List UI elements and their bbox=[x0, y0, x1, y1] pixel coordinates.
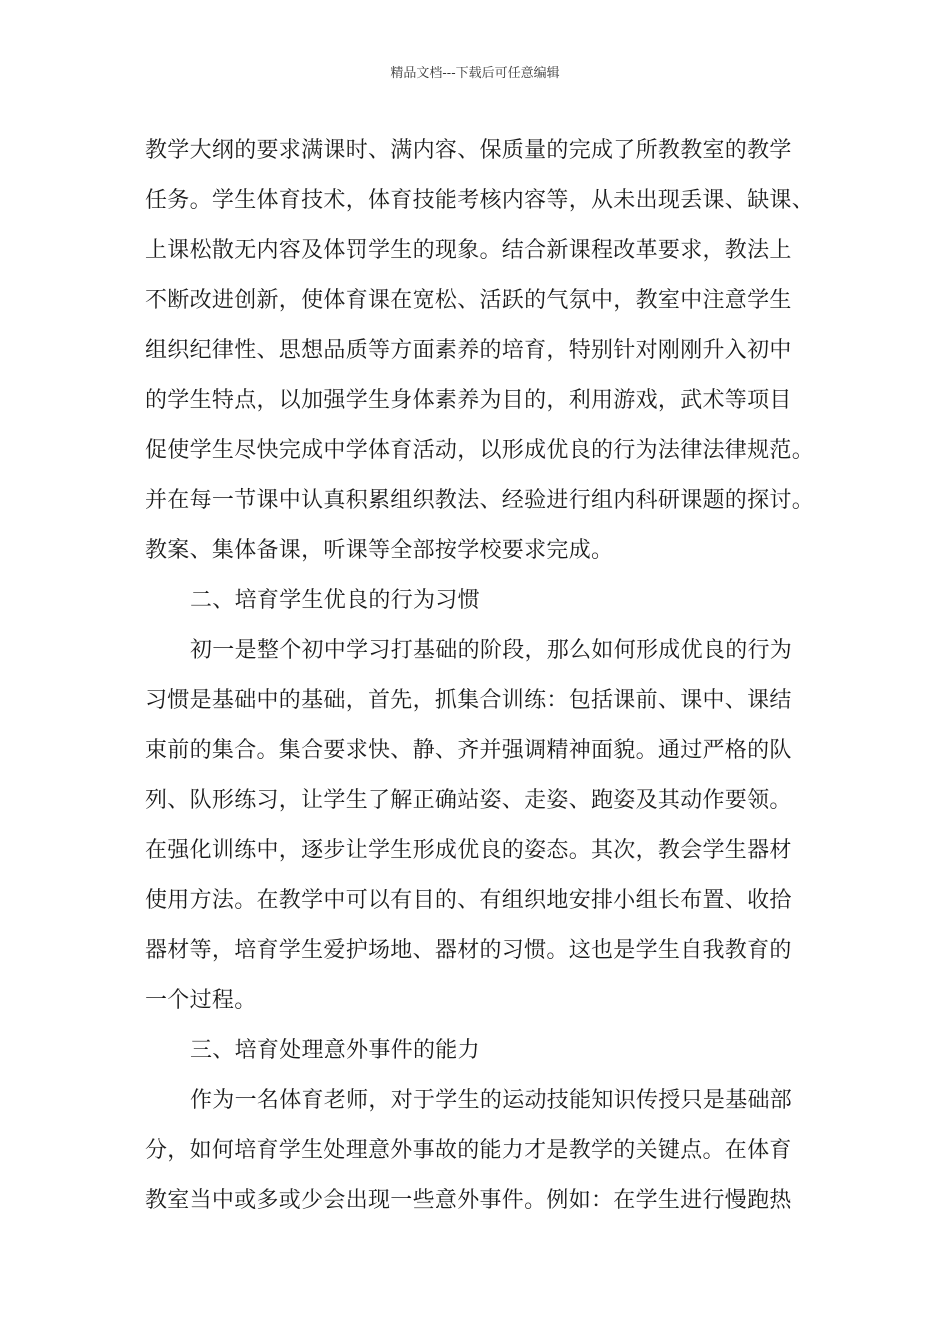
body-line: 器材等，培育学生爱护场地、器材的习惯。这也是学生自我教育的 bbox=[145, 938, 792, 963]
body-line: 初一是整个初中学习打基础的阶段，那么如何形成优良的行为 bbox=[190, 638, 793, 663]
body-line: 作为一名体育老师，对于学生的运动技能知识传授只是基础部 bbox=[190, 1088, 793, 1113]
body-line: 一个过程。 bbox=[145, 988, 257, 1013]
body-line: 上课松散无内容及体罚学生的现象。结合新课程改革要求，教法上 bbox=[145, 238, 792, 263]
body-line: 促使学生尽快完成中学体育活动，以形成优良的行为法律法律规范。 bbox=[145, 438, 815, 463]
body-line: 并在每一节课中认真积累组织教法、经验进行组内科研课题的探讨。 bbox=[145, 488, 815, 513]
body-line: 教室当中或多或少会出现一些意外事件。例如：在学生进行慢跑热 bbox=[145, 1188, 792, 1213]
body-line: 任务。学生体育技术，体育技能考核内容等，从未出现丢课、缺课、 bbox=[145, 188, 815, 213]
body-line: 的学生特点，以加强学生身体素养为目的，利用游戏，武术等项目 bbox=[145, 388, 792, 413]
body-line: 使用方法。在教学中可以有目的、有组织地安排小组长布置、收拾 bbox=[145, 888, 792, 913]
page-header: 精品文档---下载后可任意编辑 bbox=[390, 66, 560, 81]
body-line: 束前的集合。集合要求快、静、齐并强调精神面貌。通过严格的队 bbox=[145, 738, 792, 763]
body-line: 列、队形练习，让学生了解正确站姿、走姿、跑姿及其动作要领。 bbox=[145, 788, 792, 813]
body-line: 组织纪律性、思想品质等方面素养的培育，特别针对刚刚升入初中 bbox=[145, 338, 792, 363]
body-line: 分，如何培育学生处理意外事故的能力才是教学的关键点。在体育 bbox=[145, 1138, 792, 1163]
body-line: 教案、集体备课，听课等全部按学校要求完成。 bbox=[145, 538, 614, 563]
section-heading: 三、培育处理意外事件的能力 bbox=[190, 1038, 480, 1063]
body-line: 不断改进创新，使体育课在宽松、活跃的气氛中，教室中注意学生 bbox=[145, 288, 792, 313]
body-line: 在强化训练中，逐步让学生形成优良的姿态。其次，教会学生器材 bbox=[145, 838, 792, 863]
body-line: 习惯是基础中的基础，首先，抓集合训练：包括课前、课中、课结 bbox=[145, 688, 792, 713]
section-heading: 二、培育学生优良的行为习惯 bbox=[190, 588, 480, 613]
body-line: 教学大纲的要求满课时、满内容、保质量的完成了所教教室的教学 bbox=[145, 138, 792, 163]
